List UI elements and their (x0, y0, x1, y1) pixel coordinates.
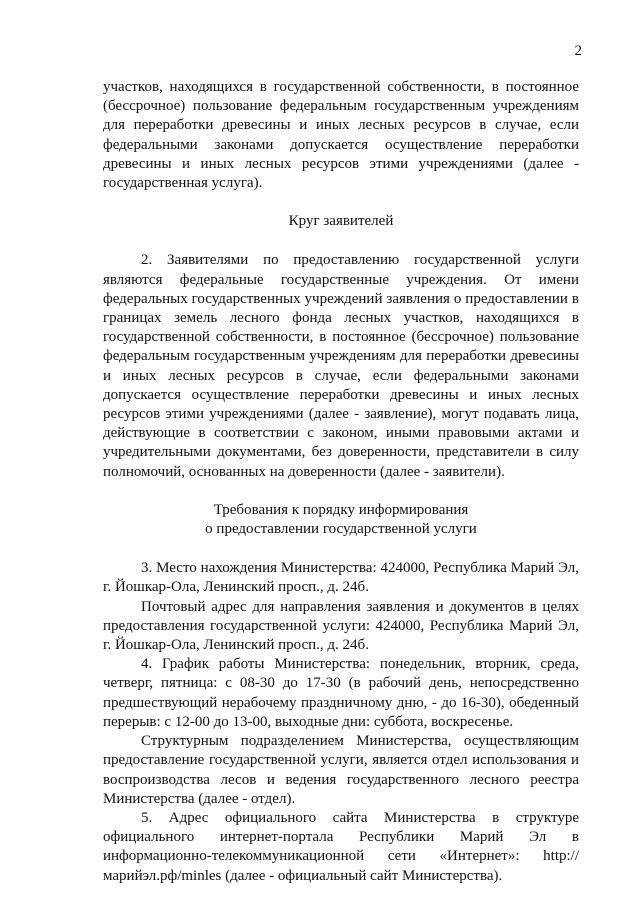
paragraph-3: 3. Место нахождения Министерства: 424000, Республика Марий Эл, г. Йошкар-Ола, Ленинский просп., д. 24б. (103, 560, 579, 596)
heading-info-line1: Требования к порядку информирования (213, 501, 469, 518)
paragraph-4: 4. График работы Министерства: понедельник, вторник, среда, четверг, пятница: с 08-30 до 17-30 (в рабочий день, непосредственно предшествующий нерабочему праздничному дню, - до 16-30), обеденный перерыв: с 12-00 до 13-00, выходные дни: суббота, воскресенье. (103, 656, 579, 730)
document-body (103, 78, 579, 886)
paragraph-2: 2. Заявителями по предоставлению государственной услуги являются федеральные государственные учреждения. От имени федеральных государственных учреждений заявления о предоставлении в границах земель лесного фонда лесных участков, находящихся в государственной собственности, в постоянное (бессрочное) пользование федеральным государственным учреждениям для переработки древесины и иных лесных ресурсов в случае, если федеральными законами допускается осуществление переработки древесины и иных лесных ресурсов этими учреждениями (далее - заявление), могут подавать лица, действующие в соответствии с законом, иными правовыми актами и учредительными документами, без доверенности, представители в силу полномочий, основанных на доверенности (далее - заявители). (103, 252, 579, 480)
heading-info-line2: о предоставлении государственной услуги (205, 521, 477, 538)
spacer (103, 231, 579, 251)
paragraph-5: 5. Адрес официального сайта Министерства в структуре официального интернет-портала Республики Марий Эл в информационно-телекоммуникационной сети «Интернет»: http://марийэл.рф/minles (далее - официальный сайт Министерства). (103, 809, 579, 884)
paragraph-4-dept: Структурным подразделением Министерства, осуществляющим предоставление государственной услуги, является отдел использования и воспроизводства лесов и ведения государственного лесного реестра Министерства (далее - отдел). (103, 733, 579, 807)
heading-applicants: Круг заявителей (288, 213, 394, 230)
page-number: 2 (574, 43, 582, 59)
spacer (103, 539, 579, 559)
spacer (103, 482, 579, 501)
spacer (103, 193, 579, 212)
paragraph-intro: участков, находящихся в государственной собственности, в постоянное (бессрочное) пользование федеральным государственным учреждениям для переработки древесины и иных лесных ресурсов в случае, если федеральными законами допускается осуществление переработки древесины и иных лесных ресурсов этими учреждениями (далее - государственная услуга). (103, 79, 579, 192)
paragraph-3-postal: Почтовый адрес для направления заявления и документов в целях предоставления государственной услуги: 424000, Республика Марий Эл, г. Йошкар-Ола, Ленинский просп., д. 24б. (103, 598, 579, 654)
